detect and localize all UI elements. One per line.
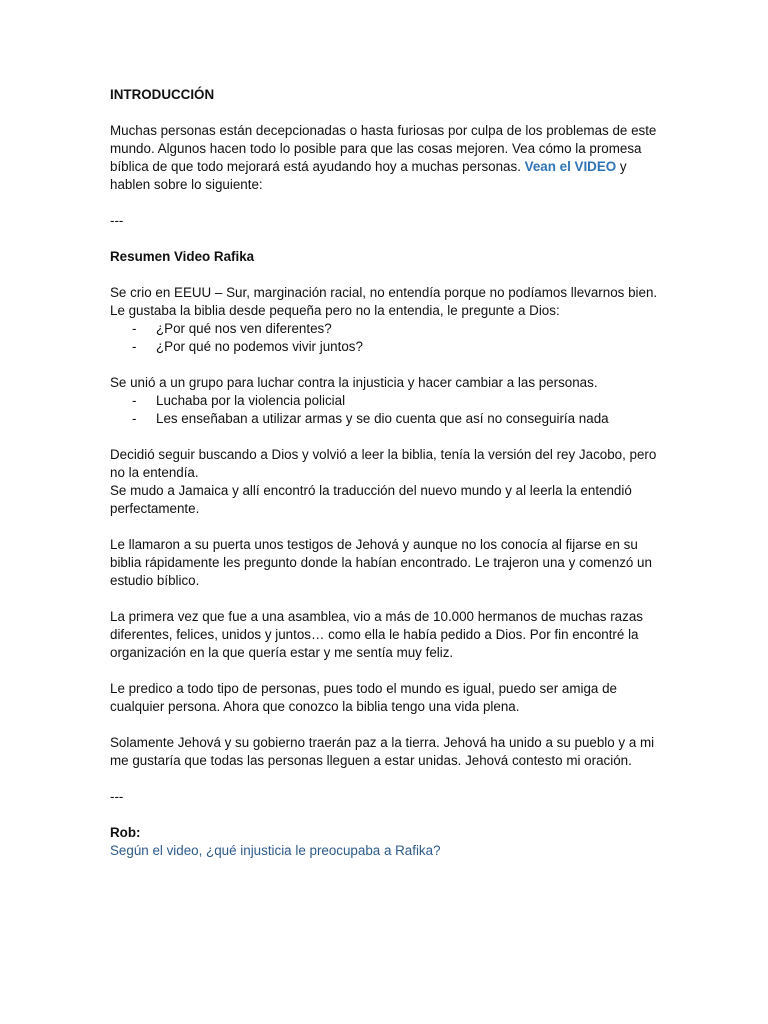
speaker-label: Rob: (110, 825, 141, 840)
list-item (110, 392, 670, 410)
intro-heading: INTRODUCCIÓN (110, 87, 215, 102)
list-item (110, 338, 670, 356)
list-dash: - (132, 339, 137, 354)
summary-paragraph-6: Le predico a todo tipo de personas, pues todo el mundo es igual, puedo ser amiga de cualquier persona. Ahora que conozco la biblia tengo una vida plena. (110, 681, 617, 714)
summary-paragraph-4: Le llamaron a su puerta unos testigos de Jehová y aunque no los conocía al fijarse en su biblia rápidamente les pregunto donde la habían encontrado. Le trajeron una y comenzó un estudio bíblico. (110, 537, 652, 588)
intro-text-after-link: y hablen sobre lo siguiente: (110, 159, 627, 192)
question-text: Según el video, ¿qué injusticia le preocupaba a Rafika? (110, 843, 441, 858)
list-item-text: ¿Por qué no podemos vivir juntos? (156, 339, 363, 354)
video-link[interactable]: Vean el VIDEO (524, 159, 617, 174)
intro-text-before-link: Muchas personas están decepcionadas o hasta furiosas por culpa de los problemas de este mundo. Algunos hacen todo lo posible para que las cosas mejoren. Vea cómo la promesa bíblica de que todo mejorará está ayudando hoy a muchas personas. (110, 123, 657, 174)
activity-list (110, 392, 670, 428)
question-list (110, 320, 670, 356)
summary-paragraph-1a: Se crio en EEUU – Sur, marginación racial, no entendía porque no podíamos llevarnos bien. (110, 285, 658, 300)
summary-paragraph-7: Solamente Jehová y su gobierno traerán paz a la tierra. Jehová ha unido a su pueblo y a mi me gustaría que todas las personas lleguen a estar unidas. Jehová contesto mi oración. (110, 735, 655, 768)
intro-paragraph (110, 122, 670, 194)
summary-paragraph-2: Se unió a un grupo para luchar contra la injusticia y hacer cambiar a las personas. (110, 375, 598, 390)
document-body (110, 86, 670, 860)
list-dash: - (132, 393, 137, 408)
summary-paragraph-3b: Se mudo a Jamaica y allí encontró la traducción del nuevo mundo y al leerla la entendió perfectamente. (110, 483, 632, 516)
summary-heading: Resumen Video Rafika (110, 249, 255, 264)
summary-paragraph-1b: Le gustaba la biblia desde pequeña pero no la entendia, le pregunte a Dios: (110, 303, 560, 318)
separator: --- (110, 213, 124, 228)
list-item (110, 410, 670, 428)
list-item-text: ¿Por qué nos ven diferentes? (156, 321, 332, 336)
list-dash: - (132, 411, 137, 426)
list-dash: - (132, 321, 137, 336)
summary-paragraph-3a: Decidió seguir buscando a Dios y volvió a leer la biblia, tenía la versión del rey Jacobo, pero no la entendía. (110, 447, 657, 480)
summary-paragraph-5: La primera vez que fue a una asamblea, vio a más de 10.000 hermanos de muchas razas diferentes, felices, unidos y juntos… como ella le había pedido a Dios. Por fin encontré la organización en la que quería estar y me sentía muy feliz. (110, 609, 643, 660)
separator: --- (110, 789, 124, 804)
list-item (110, 320, 670, 338)
list-item-text: Les enseñaban a utilizar armas y se dio cuenta que así no conseguiría nada (156, 411, 609, 426)
list-item-text: Luchaba por la violencia policial (156, 393, 346, 408)
